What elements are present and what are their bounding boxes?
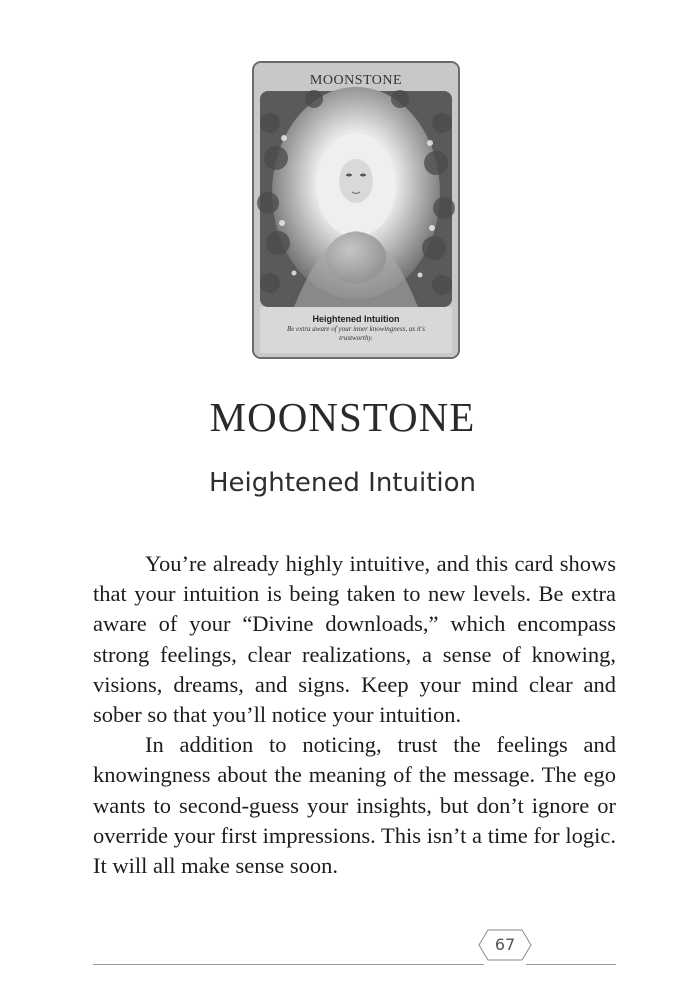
page-title: MOONSTONE	[209, 394, 476, 440]
footer-rule-left	[93, 964, 484, 965]
paragraph: You’re already highly intuitive, and this card shows that your intuition is being taken to new levels. Be extra aware of your “Divine downloads,” which encompass strong feelings, clear realizations, a sense of knowing, visions, dreams, and signs. Keep your mind clear and sober so that you’ll notice your intuition.	[93, 551, 616, 728]
card-caption	[260, 314, 452, 343]
card-illustration	[254, 63, 458, 357]
page-subtitle: Heightened Intuition	[208, 468, 477, 498]
body-text	[93, 549, 616, 881]
paragraph: In addition to noticing, trust the feelings and knowingness about the meaning of the message. The ego wants to second-guess your insights, but don’t ignore or override your first impressions. This isn’t a time for logic. It will all make sense soon.	[93, 732, 616, 879]
card-title: MOONSTONE	[309, 73, 403, 88]
footer-rule-right	[526, 964, 616, 965]
page-number: 67	[494, 935, 516, 954]
card-message: Be extra aware of your inner knowingness, as it's trustworthy.	[287, 325, 425, 342]
card-subtitle: Heightened Intuition	[312, 314, 400, 324]
oracle-card-image	[252, 61, 460, 359]
